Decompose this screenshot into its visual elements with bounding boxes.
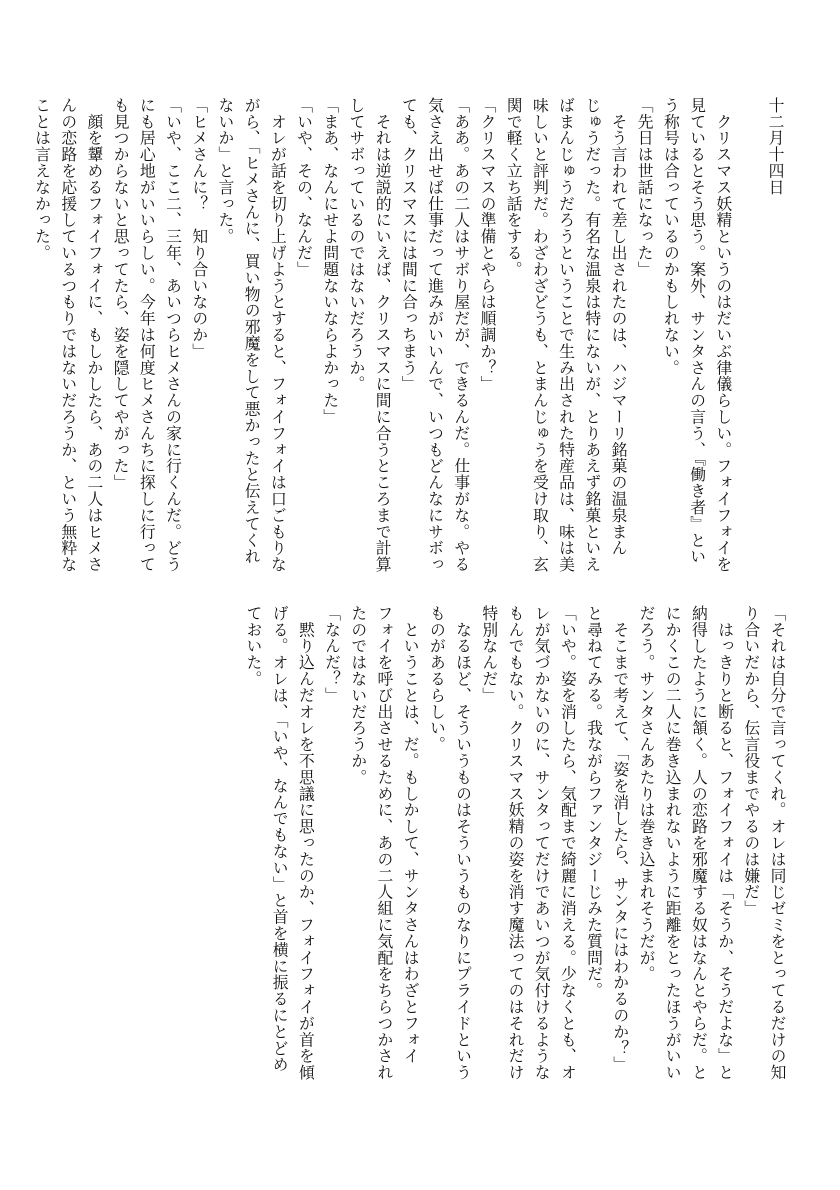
upper-text-block [32,97,788,573]
text-line: 納得したように頷く。人の恋路を邪魔する奴はなんとやらだ。と [689,605,709,1081]
text-line: だろう。サンタさんあたりは巻き込まれそうだが。 [636,605,656,983]
text-line: ないか」と言った。 [215,97,235,245]
text-line: にかくこの二人に巻き込まれないように距離をとったほうがいい [663,605,683,1081]
text-line: げる。オレは、「いや、なんでもない」と首を横に振るにとどめ [270,605,290,1073]
text-line: 「いや、ここ二、三年、あいつらヒメさんの家に行くんだ。どう [163,97,183,573]
text-line: してサボっているのではないだろうか。 [346,97,366,393]
text-line: 黙り込んだオレを不思議に思ったのか、フォイフォイが首を傾 [296,605,316,1081]
text-line: う称号は合っているのかもしれない。 [661,97,681,376]
text-line: クリスマス妖精というのはだいぶ律儀らしい。フォイフォイを [713,97,733,573]
text-line: フォイを呼び出させるために、あの二人組に気配をちらつかされ [374,605,394,1081]
text-line: レが気づかないのに、サンタってだけであいつが気付けるような [532,605,552,1081]
text-line: 「それは自分で言ってくれ。オレは同じゼミをとってるだけの知 [768,605,787,1081]
text-line: ものがあるらしい。 [427,605,447,753]
text-line: 「ヒメさんに？ 知り合いなのか」 [189,97,209,360]
text-line: 顔を顰めるフォイフォイに、もしかしたら、あの二人はヒメさ [84,97,104,573]
date-heading: 十二月十四日 [766,97,785,196]
text-line: ておいた。 [243,605,263,687]
text-line: り合いだから、伝言役までやるのは嫌だ」 [741,605,761,917]
text-line: 「ああ。あの二人はサボり屋だが、できるんだ。仕事がな。やる [451,97,471,573]
text-line: じゅうだった。有名な温泉は特にないが、とりあえず銘菓といえ [582,97,602,573]
text-line: 「なんだ？」 [322,605,342,704]
text-line: と尋ねてみる。我ながらファンタジーじみた質問だ。 [584,605,604,999]
text-line: 「いや。姿を消したら、気配まで綺麗に消える。少なくとも、オ [558,605,578,1081]
text-line: ということは、だ。もしかして、サンタさんはわざとフォイ [401,605,421,1065]
text-line: も見つからないと思ってたら、姿を隠してやがった」 [111,97,131,491]
lower-text-block [243,605,790,1081]
text-line: んの恋路を応援しているつもりではないだろうか、という無粋な [58,97,78,573]
text-line: がら、「ヒメさんに、買い物の邪魔をして悪かったと伝えてくれ [242,97,262,565]
text-line: 「まあ、なんにせよ問題ないならよかった」 [320,97,340,425]
text-line: はっきりと断ると、フォイフォイは「そうか、そうだよな」と [715,605,735,1081]
text-line: 特別なんだ」 [479,605,499,704]
text-line: にも居心地がいいらしい。今年は何度ヒメさんちに探しに行って [137,97,157,573]
text-line: 「いや、その、なんだ」 [294,97,314,278]
text-line: なるほど、そういうものはそういうものなりにプライドという [453,605,473,1081]
text-line: それは逆説的にいえば、クリスマスに間に合うところまで計算 [373,97,393,573]
text-line: ても、クリスマスには間に合っちまう」 [399,97,419,393]
text-line: 気さえ出せば仕事だって進みがいいんで、いつもどんなにサボっ [425,97,445,573]
text-line: 関で軽く立ち話をする。 [504,97,524,278]
text-line: そう言われて差し出されたのは、ハジマーリ銘菓の温泉まん [608,97,628,557]
text-line: 見ているとそう思う。案外、サンタさんの言う、『働き者』とい [687,97,707,565]
text-line: ばまんじゅうだろうということで生み出された特産品は、味は美 [556,97,576,573]
text-line: ことは言えなかった。 [32,97,52,261]
text-line: 味しいと評判だ。わざわざどうも、とまんじゅうを受け取り、玄 [530,97,550,573]
text-line: 「先日は世話になった」 [635,97,655,278]
text-line: オレが話を切り上げようとすると、フォイフォイは口ごもりな [268,97,288,573]
text-line: そこまで考えて、「姿を消したら、サンタにはわかるのか？」 [610,605,630,1073]
text-line: たのではないだろうか。 [348,605,368,786]
text-line: もんでもない。クリスマス妖精の姿を消す魔法ってのはそれだけ [505,605,525,1081]
text-line: 「クリスマスの準備とやらは順調か？」 [477,97,497,393]
